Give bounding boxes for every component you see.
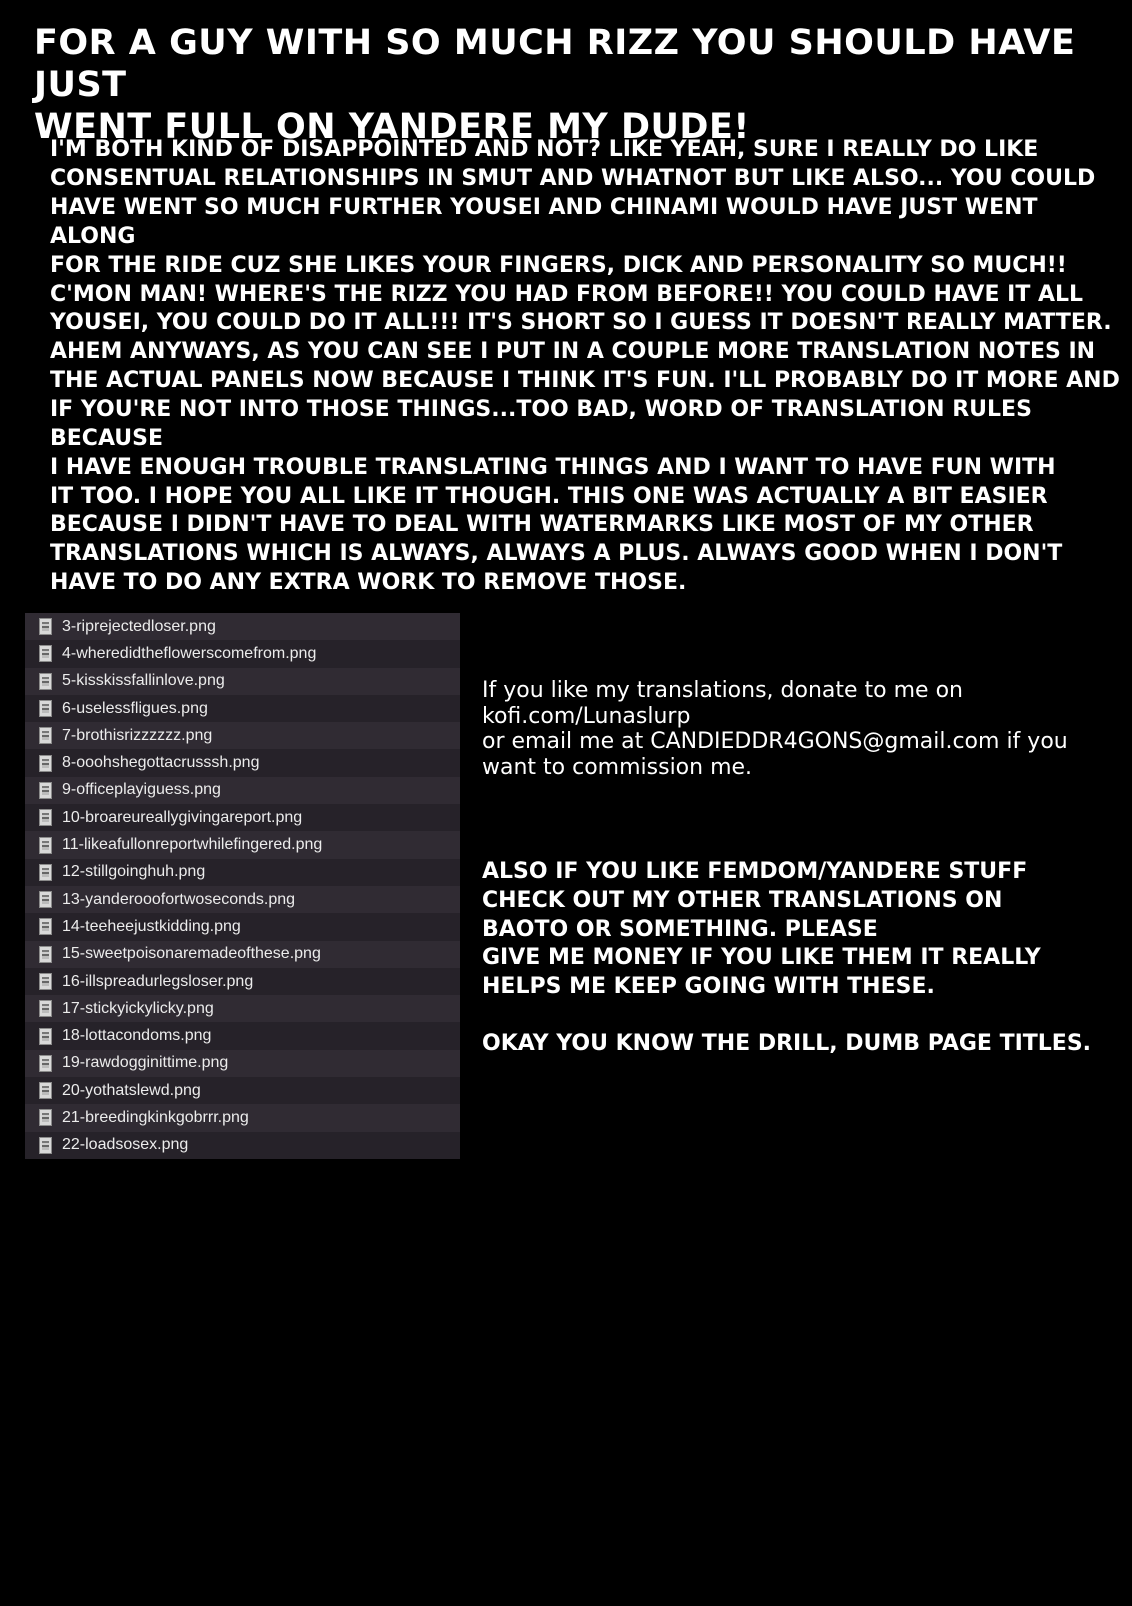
image-thumbnail-icon	[39, 837, 52, 854]
file-name: 20-yothatslewd.png	[62, 1081, 201, 1099]
image-thumbnail-icon	[39, 809, 52, 826]
file-name: 19-rawdogginittime.png	[62, 1054, 229, 1072]
file-name: 14-teeheejustkidding.png	[62, 917, 241, 935]
image-thumbnail-icon	[39, 1028, 52, 1045]
file-list-item[interactable]	[25, 804, 460, 831]
image-thumbnail-icon	[39, 1000, 52, 1017]
page-title: FOR A GUY WITH SO MUCH RIZZ YOU SHOULD HAVE JUST WENT FULL ON YANDERE MY DUDE!	[34, 23, 1076, 147]
other-translations-text: ALSO IF YOU LIKE FEMDOM/YANDERE STUFF CHECK OUT MY OTHER TRANSLATIONS ON BAOTO OR SOMETHING. PLEASE GIVE ME MONEY IF YOU LIKE THEM IT REALLY HELPS ME KEEP GOING WITH THESE.	[482, 859, 1041, 1000]
file-name: 6-uselessfligues.png	[62, 699, 208, 717]
file-list-item[interactable]	[25, 941, 460, 968]
image-thumbnail-icon	[39, 1137, 52, 1154]
file-name: 4-wheredidtheflowerscomefrom.png	[62, 644, 317, 662]
file-name: 18-lottacondoms.png	[62, 1027, 212, 1045]
file-list-item[interactable]	[25, 831, 460, 858]
image-thumbnail-icon	[39, 1055, 52, 1072]
file-list-item[interactable]	[25, 1077, 460, 1104]
email-line: or email me at CANDIEDDR4GONS@gmail.com if you	[482, 729, 1068, 754]
file-name: 16-illspreadurlegsloser.png	[62, 972, 254, 990]
image-thumbnail-icon	[39, 1109, 52, 1126]
image-thumbnail-icon	[39, 946, 52, 963]
file-list-item[interactable]	[25, 668, 460, 695]
file-name: 7-brothisrizzzzzz.png	[62, 726, 213, 744]
file-list-item[interactable]	[25, 1022, 460, 1049]
file-list-item[interactable]	[25, 777, 460, 804]
file-list-item[interactable]	[25, 722, 460, 749]
image-thumbnail-icon	[39, 645, 52, 662]
kofi-link[interactable]: kofi.com/Lunaslurp	[482, 703, 691, 729]
file-list-item[interactable]	[25, 1104, 460, 1131]
image-thumbnail-icon	[39, 618, 52, 635]
file-name: 13-yanderooofortwoseconds.png	[62, 890, 296, 908]
image-thumbnail-icon	[39, 918, 52, 935]
translation-notes-paragraph: AHEM ANYWAYS, AS YOU CAN SEE I PUT IN A COUPLE MORE TRANSLATION NOTES IN THE ACTUAL PANELS NOW BECAUSE I THINK IT'S FUN. I'LL PROBABLY DO IT MORE AND IF YOU'RE NOT INTO THOSE THINGS...TOO BAD, WORD OF TRANSLATION RULES BECAUSE I HAVE ENOUGH TROUBLE TRANSLATING THINGS AND I WANT TO HAVE FUN WITH IT TOO. I HOPE YOU ALL LIKE IT THOUGH. THIS ONE WAS ACTUALLY A BIT EASIER BECAUSE I DIDN'T HAVE TO DEAL WITH WATERMARKS LIKE MOST OF MY OTHER TRANSLATIONS WHICH IS ALWAYS, ALWAYS A PLUS. ALWAYS GOOD WHEN I DON'T HAVE TO DO ANY EXTRA WORK TO REMOVE THOSE.	[50, 339, 1120, 596]
image-thumbnail-icon	[39, 727, 52, 744]
file-name: 12-stillgoinghuh.png	[62, 863, 206, 881]
file-name: 5-kisskissfallinlove.png	[62, 672, 225, 690]
closing-text: OKAY YOU KNOW THE DRILL, DUMB PAGE TITLES.	[482, 1031, 1092, 1056]
image-thumbnail-icon	[39, 864, 52, 881]
file-name: 10-broareureallygivingareport.png	[62, 808, 303, 826]
file-name: 11-likeafullonreportwhilefingered.png	[62, 836, 323, 854]
image-thumbnail-icon	[39, 700, 52, 717]
file-name: 15-sweetpoisonaremadeofthese.png	[62, 945, 321, 963]
image-thumbnail-icon	[39, 1082, 52, 1099]
donate-line-1: If you like my translations, donate to me on	[482, 678, 963, 703]
donate-text	[482, 678, 1122, 780]
file-name: 17-stickyickylicky.png	[62, 999, 214, 1017]
image-thumbnail-icon	[39, 673, 52, 690]
image-thumbnail-icon	[39, 755, 52, 772]
file-list-item[interactable]	[25, 640, 460, 667]
file-list-item[interactable]	[25, 695, 460, 722]
file-list-item[interactable]	[25, 859, 460, 886]
intro-paragraph: I'M BOTH KIND OF DISAPPOINTED AND NOT? LIKE YEAH, SURE I REALLY DO LIKE CONSENTUAL RELATIONSHIPS IN SMUT AND WHATNOT BUT LIKE ALSO... YOU COULD HAVE WENT SO MUCH FURTHER YOUSEI AND CHINAMI WOULD HAVE JUST WENT ALONG FOR THE RIDE CUZ SHE LIKES YOUR FINGERS, DICK AND PERSONALITY SO MUCH!! C'MON MAN! WHERE'S THE RIZZ YOU HAD FROM BEFORE!! YOU COULD HAVE IT ALL YOUSEI, YOU COULD DO IT ALL!!! IT'S SHORT SO I GUESS IT DOESN'T REALLY MATTER.	[50, 137, 1112, 336]
file-name: 21-breedingkinkgobrrr.png	[62, 1108, 249, 1126]
file-list-item[interactable]	[25, 913, 460, 940]
file-name: 9-officeplayiguess.png	[62, 781, 221, 799]
file-list-item[interactable]	[25, 1132, 460, 1159]
file-name: 3-riprejectedloser.png	[62, 617, 216, 635]
file-list-item[interactable]	[25, 749, 460, 776]
file-name: 22-loadsosex.png	[62, 1136, 189, 1154]
file-list-item[interactable]	[25, 613, 460, 640]
file-list	[25, 613, 460, 1153]
donate-line-4: want to commission me.	[482, 754, 753, 780]
file-list-item[interactable]	[25, 1050, 460, 1077]
image-thumbnail-icon	[39, 973, 52, 990]
image-thumbnail-icon	[39, 782, 52, 799]
file-name: 8-ooohshegottacrusssh.png	[62, 754, 260, 772]
image-thumbnail-icon	[39, 891, 52, 908]
file-list-item[interactable]	[25, 968, 460, 995]
file-list-item[interactable]	[25, 995, 460, 1022]
file-list-item[interactable]	[25, 886, 460, 913]
